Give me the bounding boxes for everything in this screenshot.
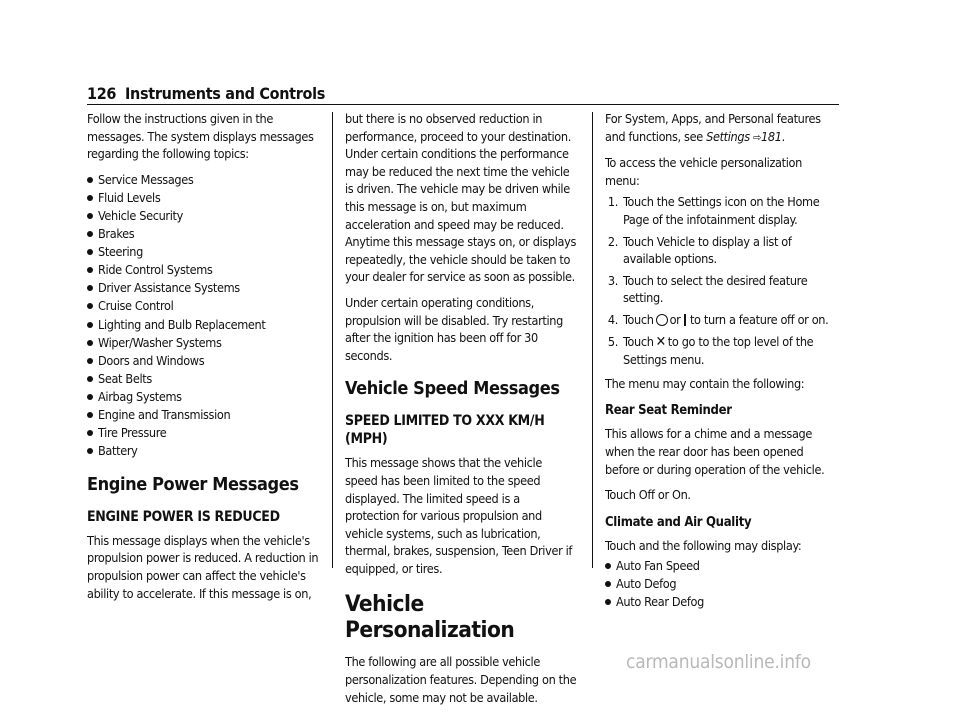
settings-page-ref[interactable]: 181 (761, 128, 782, 144)
bullet-icon (87, 358, 93, 364)
column-divider-2 (592, 112, 593, 568)
page-number: 126 (87, 84, 117, 103)
list-item: Driver Assistance Systems (87, 279, 319, 297)
bullet-icon (87, 376, 93, 382)
list-item: Engine and Transmission (87, 406, 319, 424)
continued-paragraph: but there is no observed reduction in performance, proceed to your destination. Under certain conditions the performance may be reduced the next time the vehicle is driven. The vehicle may be driven while this message is on, but maximum acceleration and speed may be reduced. Anytime this message stays on, or displays repeatedly, the vehicle should be taken to your dealer for service as soon as possible. (345, 111, 577, 285)
list-item: Auto Rear Defog (605, 593, 839, 611)
engine-power-heading: Engine Power Messages (87, 473, 299, 495)
bullet-icon (87, 412, 93, 418)
intro-paragraph: Follow the instructions given in the messages. The system displays messages regarding the following topics: (87, 111, 314, 162)
bullet-icon (87, 303, 93, 309)
bullet-icon (87, 285, 93, 291)
speed-paragraph: This message shows that the vehicle speed has been limited to the speed displayed. The limited speed is a protection for various propulsion and vehicle systems, such as lubrication, thermal, brakes, suspension, Teen Driver if equipped, or tires. (345, 455, 573, 576)
personalization-paragraph: The following are all possible vehicle personalization features. Depending on the vehicle, some may not be available. (345, 654, 577, 705)
climate-heading: Climate and Air Quality (605, 514, 752, 530)
column-2 (345, 110, 577, 714)
step-item: 2. Touch Vehicle to display a list of available options. (607, 233, 792, 267)
step-item: 5. Touch ✕ to go to the top level of the Settings menu. (607, 333, 814, 368)
bullet-icon (87, 249, 93, 255)
step-item: 4. Touch or to turn a feature off or on. (607, 311, 829, 327)
list-item: Tire Pressure (87, 424, 319, 442)
column-1 (87, 110, 319, 610)
bullet-icon (87, 340, 93, 346)
bullet-icon (87, 430, 93, 436)
speed-limited-subheading: SPEED LIMITED TO XXX KM/H (MPH) (345, 413, 545, 448)
engine-power-subheading: ENGINE POWER IS REDUCED (87, 508, 280, 525)
list-item: Battery (87, 442, 319, 460)
step-item: 1. Touch the Settings icon on the Home Page of the infotainment display. (607, 194, 820, 227)
bullet-icon (87, 177, 93, 183)
list-item: Fluid Levels (87, 189, 319, 207)
header-rule (87, 104, 839, 105)
access-intro: To access the vehicle personalization menu: (605, 155, 802, 188)
column-3 (605, 110, 839, 620)
bullet-icon (605, 563, 611, 569)
speed-messages-heading: Vehicle Speed Messages (345, 378, 560, 400)
bullet-icon (87, 213, 93, 219)
bullet-icon (87, 231, 93, 237)
list-item: Doors and Windows (87, 352, 319, 370)
list-item: Wiper/Washer Systems (87, 334, 319, 352)
settings-paragraph: For System, Apps, and Personal features and functions, see Settings ⇨181. (605, 111, 821, 144)
column-divider-1 (332, 112, 333, 568)
list-item: Vehicle Security (87, 207, 319, 225)
list-item: Steering (87, 243, 319, 261)
list-item: Auto Defog (605, 575, 839, 593)
page-header (87, 84, 839, 104)
watermark: carmanualsonline.info (626, 651, 811, 673)
list-item: Ride Control Systems (87, 261, 319, 279)
bullet-icon (605, 581, 611, 587)
topic-list (87, 171, 319, 460)
menu-contains: The menu may contain the following: (605, 375, 805, 391)
bullet-icon (87, 322, 93, 328)
bullet-icon (87, 448, 93, 454)
engine-power-paragraph: This message displays when the vehicle's propulsion power is reduced. A reduction in propulsion power can affect the vehicle's ability to accelerate. If this message is on, (87, 532, 319, 601)
rear-seat-touch: Touch Off or On. (605, 487, 691, 503)
settings-link[interactable]: Settings (706, 128, 750, 144)
rear-seat-heading: Rear Seat Reminder (605, 403, 732, 419)
rear-seat-paragraph: This allows for a chime and a message when the rear door has been opened before or during operation of the vehicle. (605, 426, 825, 477)
list-item: Brakes (87, 225, 319, 243)
list-item: Lighting and Bulb Replacement (87, 316, 319, 334)
toggle-off-icon (656, 314, 668, 326)
bullet-icon (87, 195, 93, 201)
climate-paragraph: Touch and the following may display: (605, 537, 802, 553)
propulsion-paragraph: Under certain operating conditions, propulsion will be disabled. Try restarting after the ignition has been off for 30 seconds. (345, 294, 563, 363)
close-icon: ✕ (655, 333, 666, 350)
bullet-icon (87, 394, 93, 400)
list-item: Cruise Control (87, 297, 319, 315)
climate-list (605, 557, 839, 611)
section-title: Instruments and Controls (125, 84, 326, 103)
bullet-icon (87, 267, 93, 273)
step-item: 3. Touch to select the desired feature setting. (607, 272, 808, 306)
toggle-on-icon (684, 314, 686, 326)
list-item: Airbag Systems (87, 388, 319, 406)
steps-list (605, 193, 839, 368)
list-item: Seat Belts (87, 370, 319, 388)
page-ref-icon: ⇨ (753, 130, 761, 144)
list-item: Service Messages (87, 171, 319, 189)
bullet-icon (605, 599, 611, 605)
list-item: Auto Fan Speed (605, 557, 839, 575)
personalization-heading: Vehicle Personalization (345, 591, 515, 644)
